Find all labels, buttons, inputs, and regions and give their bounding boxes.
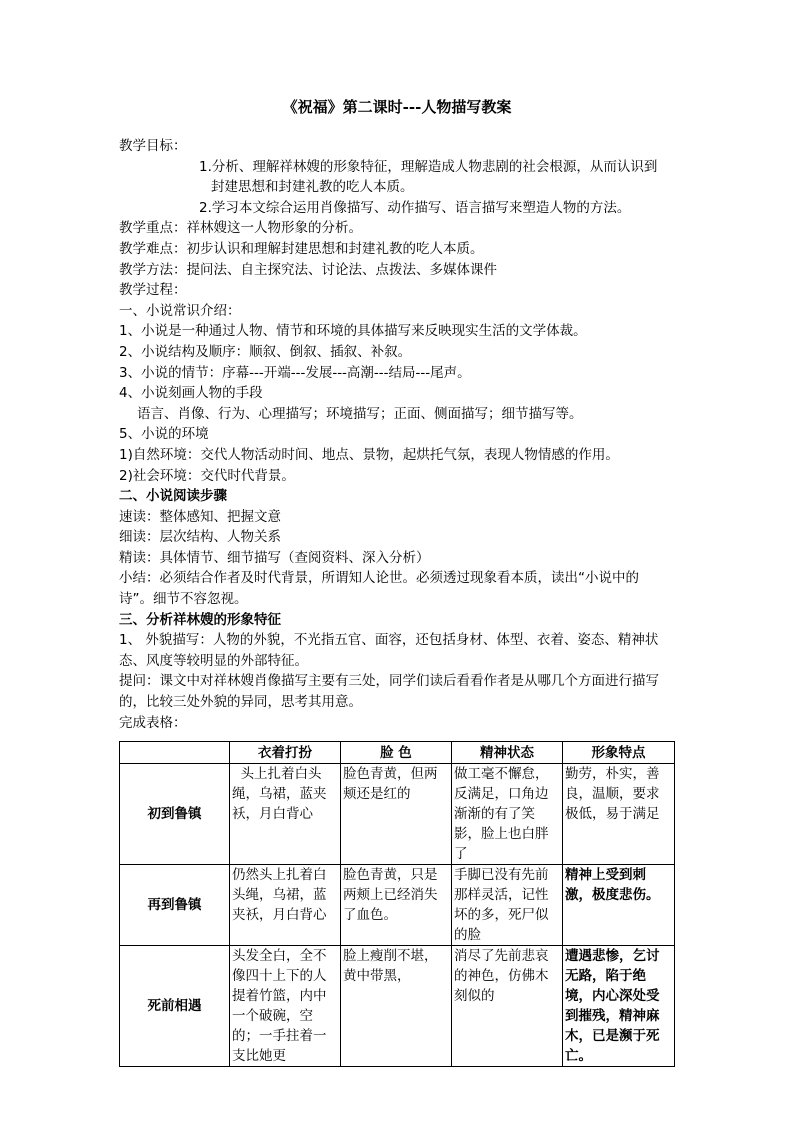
table-header-cell <box>120 742 230 764</box>
row-label: 死前相遇 <box>120 946 230 1067</box>
body-line: 二、小说阅读步骤 <box>119 488 227 505</box>
document-title: 《祝福》第二课时---人物描写教案 <box>282 98 512 116</box>
traits-cell: 精神上受到刺激，极度悲伤。 <box>562 865 674 946</box>
table-header-cell: 形象特点 <box>562 742 674 764</box>
face-cell: 脸上瘦削不堪，黄中带黑， <box>340 946 451 1067</box>
face-cell: 脸色青黄，但两颊还是红的 <box>340 764 451 865</box>
body-line: 5、小说的环境 <box>119 426 209 443</box>
body-line: 教学方法：提问法、自主探究法、讨论法、点拨法、多媒体课件 <box>119 261 497 278</box>
body-line: 1、小说是一种通过人物、情节和环境的具体描写来反映现实生活的文学体裁。 <box>119 323 587 340</box>
body-line: 1.分析、理解祥林嫂的形象特征，理解造成人物悲剧的社会根源，从而认识到 <box>199 158 658 175</box>
body-line: 1、 外貌描写：人物的外貌，不光指五官、面容，还包括身材、体型、衣着、姿态、精神状 <box>119 632 659 649</box>
spirit-cell: 做工毫不懈怠，反满足，口角边渐渐的有了笑影，脸上也白胖了 <box>451 764 562 865</box>
body-line: 1)自然环境：交代人物活动时间、地点、景物，起烘托气氛，表现人物情感的作用。 <box>119 446 619 463</box>
spirit-cell: 手脚已没有先前那样灵活，记性坏的多，死尸似的脸 <box>451 865 562 946</box>
body-line: 2.学习本文综合运用肖像描写、动作描写、语言描写来塑造人物的方法。 <box>199 199 631 216</box>
body-line: 诗”。细节不容忽视。 <box>119 591 248 608</box>
body-line: 2)社会环境：交代时代背景。 <box>119 467 295 484</box>
table-row <box>120 764 675 865</box>
table-row <box>120 865 675 946</box>
body-line: 教学重点：祥林嫂这一人物形象的分析。 <box>119 220 362 237</box>
body-line: 细读：层次结构、人物关系 <box>119 529 281 546</box>
traits-cell: 勤劳，朴实，善良，温顺，要求极低，易于满足 <box>562 764 674 865</box>
body-line: 3、小说的情节：序幕---开端---发展---高潮---结局---尾声。 <box>119 364 471 381</box>
document-body <box>119 136 679 733</box>
body-line: 教学难点：初步认识和理解封建思想和封建礼教的吃人本质。 <box>119 240 484 257</box>
body-line: 精读：具体情节、细节描写（查阅资料、深入分析） <box>119 549 430 566</box>
clothing-cell: 仍然头上扎着白头绳，乌裙，蓝夹袄，月白背心 <box>229 865 340 946</box>
clothing-cell: 头发全白，全不像四十上下的人提着竹篮，内中一个破碗，空的；一手拄着一支比她更 <box>229 946 340 1067</box>
body-line: 小结：必须结合作者及时代背景，所谓知人论世。必须透过现象看本质，读出“小说中的 <box>119 570 639 587</box>
traits-cell: 遭遇悲惨，乞讨无路，陷于绝境，内心深处受到摧残，精神麻木，已是濒于死亡。 <box>562 946 674 1067</box>
body-line: 教学过程： <box>119 282 187 299</box>
body-line: 2、小说结构及顺序：顺叙、倒叙、插叙、补叙。 <box>119 343 412 360</box>
body-line: 速读：整体感知、把握文意 <box>119 508 281 525</box>
clothing-cell: 头上扎着白头绳，乌裙，蓝夹袄，月白背心 <box>229 764 340 865</box>
body-line: 态、风度等较明显的外部特征。 <box>119 652 308 669</box>
body-line: 封建思想和封建礼教的吃人本质。 <box>211 179 414 196</box>
body-line: 三、分析祥林嫂的形象特征 <box>119 611 281 628</box>
body-line: 提问：课文中对祥林嫂肖像描写主要有三处，同学们读后看看作者是从哪几个方面进行描写 <box>119 673 659 690</box>
body-line: 4、小说刻画人物的手段 <box>119 385 263 402</box>
row-label: 初到鲁镇 <box>120 764 230 865</box>
trait-table <box>119 741 675 1067</box>
body-line: 的，比较三处外貌的异同，思考其用意。 <box>119 694 362 711</box>
table-header-cell: 精神状态 <box>451 742 562 764</box>
table-header-cell: 脸 色 <box>340 742 451 764</box>
spirit-cell: 消尽了先前悲哀的神色，仿佛木刻似的 <box>451 946 562 1067</box>
row-label: 再到鲁镇 <box>120 865 230 946</box>
table-header-cell: 衣着打扮 <box>229 742 340 764</box>
table-header-row <box>120 742 675 764</box>
table-row <box>120 946 675 1067</box>
body-line: 语言、肖像、行为、心理描写；环境描写；正面、侧面描写；细节描写等。 <box>137 405 583 422</box>
body-line: 完成表格： <box>119 714 187 731</box>
body-line: 教学目标： <box>119 138 187 154</box>
face-cell: 脸色青黄，只是两颊上已经消失了血色。 <box>340 865 451 946</box>
body-line: 一、小说常识介绍： <box>119 302 241 319</box>
